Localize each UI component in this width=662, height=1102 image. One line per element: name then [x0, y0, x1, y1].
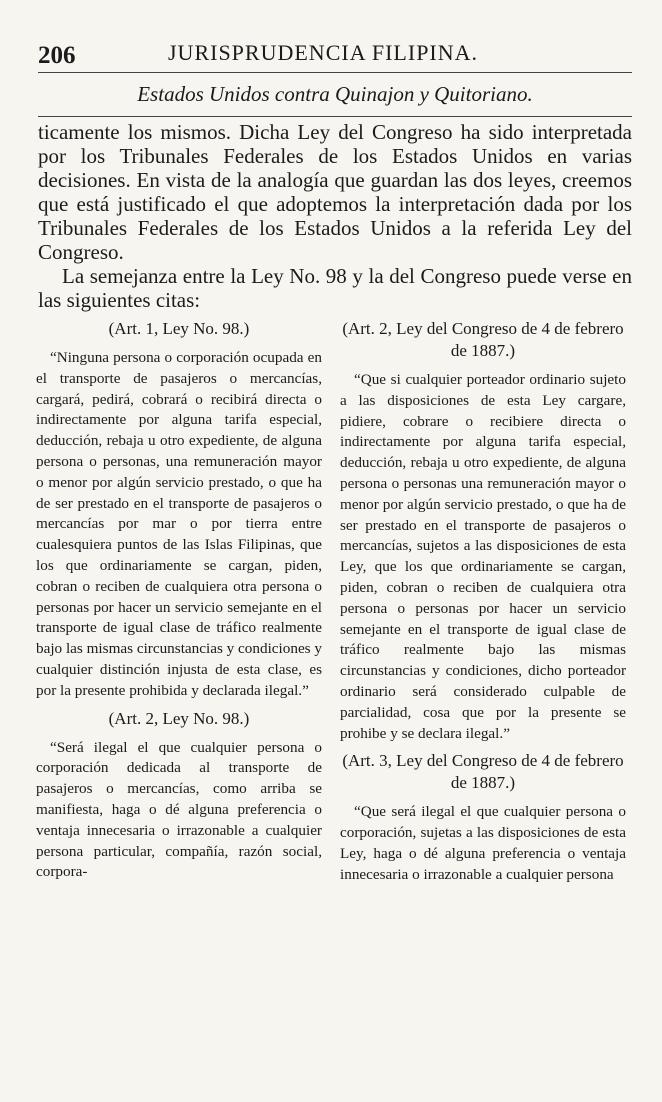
left-citation-1: (Art. 1, Ley No. 98.): [108, 319, 250, 338]
page-number: 206: [38, 42, 76, 69]
right-quote-2: “Que será ilegal el que cualquier persona o corporación, sujetas a las disposiciones de esta Ley, haga o dé alguna preferencia o ventaja innecesaria o irrazonable a cualquier persona: [340, 803, 626, 883]
right-quote-1: “Que si cualquier porteador ordinario sujeto a las disposiciones de esta Ley cargare, pidiere, cobrare o recibiere directa o indirectamente por alguna tarifa especial, deducción, rebaja u otro expediente, de alguna persona o personas una remuneración mayor o menor por algún servicio prestado, o que ha de ser prestado en el transporte de pasajeros o mercancías, sujetos a las disposiciones de esta Ley, que los que ordinariamente se cargan, piden, cobran o reciben de cualquiera otra persona o personas por hacer un servicio semejante en el transporte de igual clase de tráfico realmente bajo las mismas circunstancias y condiciones, dicho porteador ordinario será considerado culpable de parcialidad, cosa que por la presente se prohibe y se declara ilegal.”: [340, 371, 626, 742]
body-paragraph-2: La semejanza entre la Ley No. 98 y la del Congreso puede verse en las siguientes citas:: [38, 264, 632, 312]
left-column: [36, 318, 322, 889]
case-title: Estados Unidos contra Quinajon y Quitoriano.: [137, 82, 533, 106]
body-text: [38, 120, 632, 312]
right-citation-1: (Art. 2, Ley del Congreso de 4 de febrero de 1887.): [342, 319, 624, 360]
header-rule-bottom: [38, 116, 632, 117]
body-paragraph-1: ticamente los mismos. Dicha Ley del Congreso ha sido interpretada por los Tribunales Federales de los Estados Unidos en varias decisiones. En vista de la analogía que guardan las dos leyes, creemos que está justificado el que adoptemos la interpretación dada por los Tribunales Federales de los Estados Unidos a la referida Ley del Congreso.: [38, 120, 632, 264]
left-quote-2: “Será ilegal el que cualquier persona o corporación dedicada al transporte de pasajeros o mercancías, como arriba se manifiesta, haga o dé alguna preferencia o ventaja innecesaria o irrazonable a cualquier persona particular, compañía, razón social, corpora-: [36, 738, 322, 881]
left-citation-2: (Art. 2, Ley No. 98.): [108, 708, 250, 728]
right-column: [340, 318, 626, 892]
left-quote-1: “Ninguna persona o corporación ocupada en el transporte de pasajeros o mercancías, cargará, pedirá, cobrará o recibirá directa o indirectamente por alguna tarifa especial, deducción, rebaja u otro expediente, de alguna persona o personas, una remuneración mayor o menor por algún servicio prestado, o que ha de ser prestado en el transporte de pasajeros o mercancías por mar o por tierra entre cualesquiera puntos de las Islas Filipinas, que los que ordinariamente se cargan, piden, cobran o reciben de cualquiera otra persona o personas por hacer un servicio semejante en el transporte de igual clase de tráfico realmente bajo las mismas circunstancias y condiciones y cualquier distinción injusta de esta clase, es por la presente prohibida y declarada ilegal.”: [36, 349, 322, 699]
header-rule-top: [38, 72, 632, 73]
right-citation-2: (Art. 3, Ley del Congreso de 4 de febrero de 1887.): [342, 751, 624, 793]
running-title: JURISPRUDENCIA FILIPINA.: [168, 40, 479, 65]
